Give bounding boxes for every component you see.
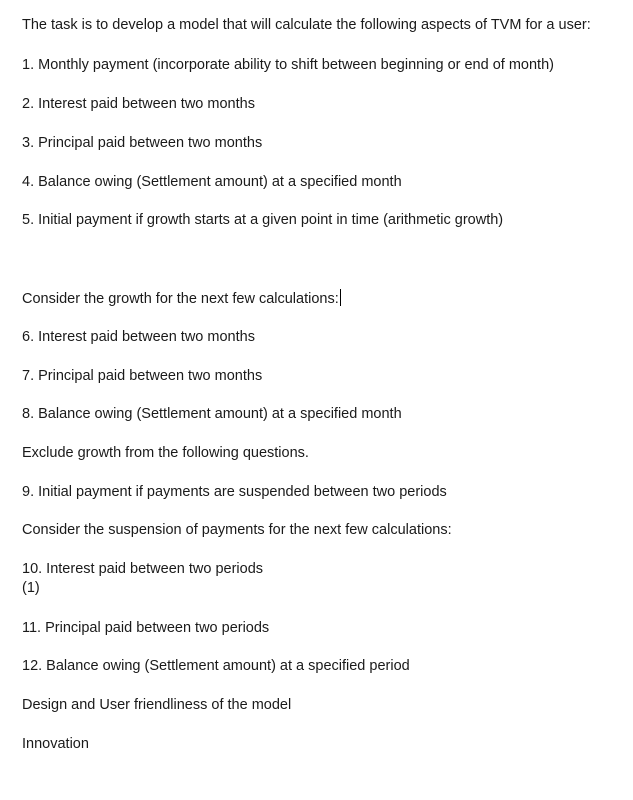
growth-heading-line [22, 289, 341, 308]
list-item-6: 6. Interest paid between two months [22, 329, 255, 345]
suspension-heading: Consider the suspension of payments for the next few calculations: [22, 522, 452, 538]
exclude-note: Exclude growth from the following questions. [22, 445, 309, 461]
list-item-11: 11. Principal paid between two periods [22, 620, 270, 636]
list-item-5: 5. Initial payment if growth starts at a given point in time (arithmetic growth) [22, 212, 504, 228]
list-item-3: 3. Principal paid between two months [22, 135, 263, 151]
list-item-2: 2. Interest paid between two months [22, 96, 255, 112]
innovation-note: Innovation [22, 736, 89, 752]
list-item-8: 8. Balance owing (Settlement amount) at a specified month [22, 406, 402, 422]
growth-heading: Consider the growth for the next few calculations: [22, 291, 339, 307]
text-cursor [340, 289, 341, 306]
list-item-4: 4. Balance owing (Settlement amount) at a specified month [22, 174, 402, 190]
list-item-10: 10. Interest paid between two periods [22, 561, 264, 577]
list-item-7: 7. Principal paid between two months [22, 368, 263, 384]
intro-text: The task is to develop a model that will calculate the following aspects of TVM for a user: [22, 17, 591, 33]
list-item-12: 12. Balance owing (Settlement amount) at a specified period [22, 658, 410, 674]
design-note: Design and User friendliness of the model [22, 697, 292, 713]
list-item-9: 9. Initial payment if payments are suspended between two periods [22, 484, 447, 500]
list-item-10-mark: (1) [22, 580, 40, 596]
list-item-1: 1. Monthly payment (incorporate ability to shift between beginning or end of month) [22, 57, 554, 73]
